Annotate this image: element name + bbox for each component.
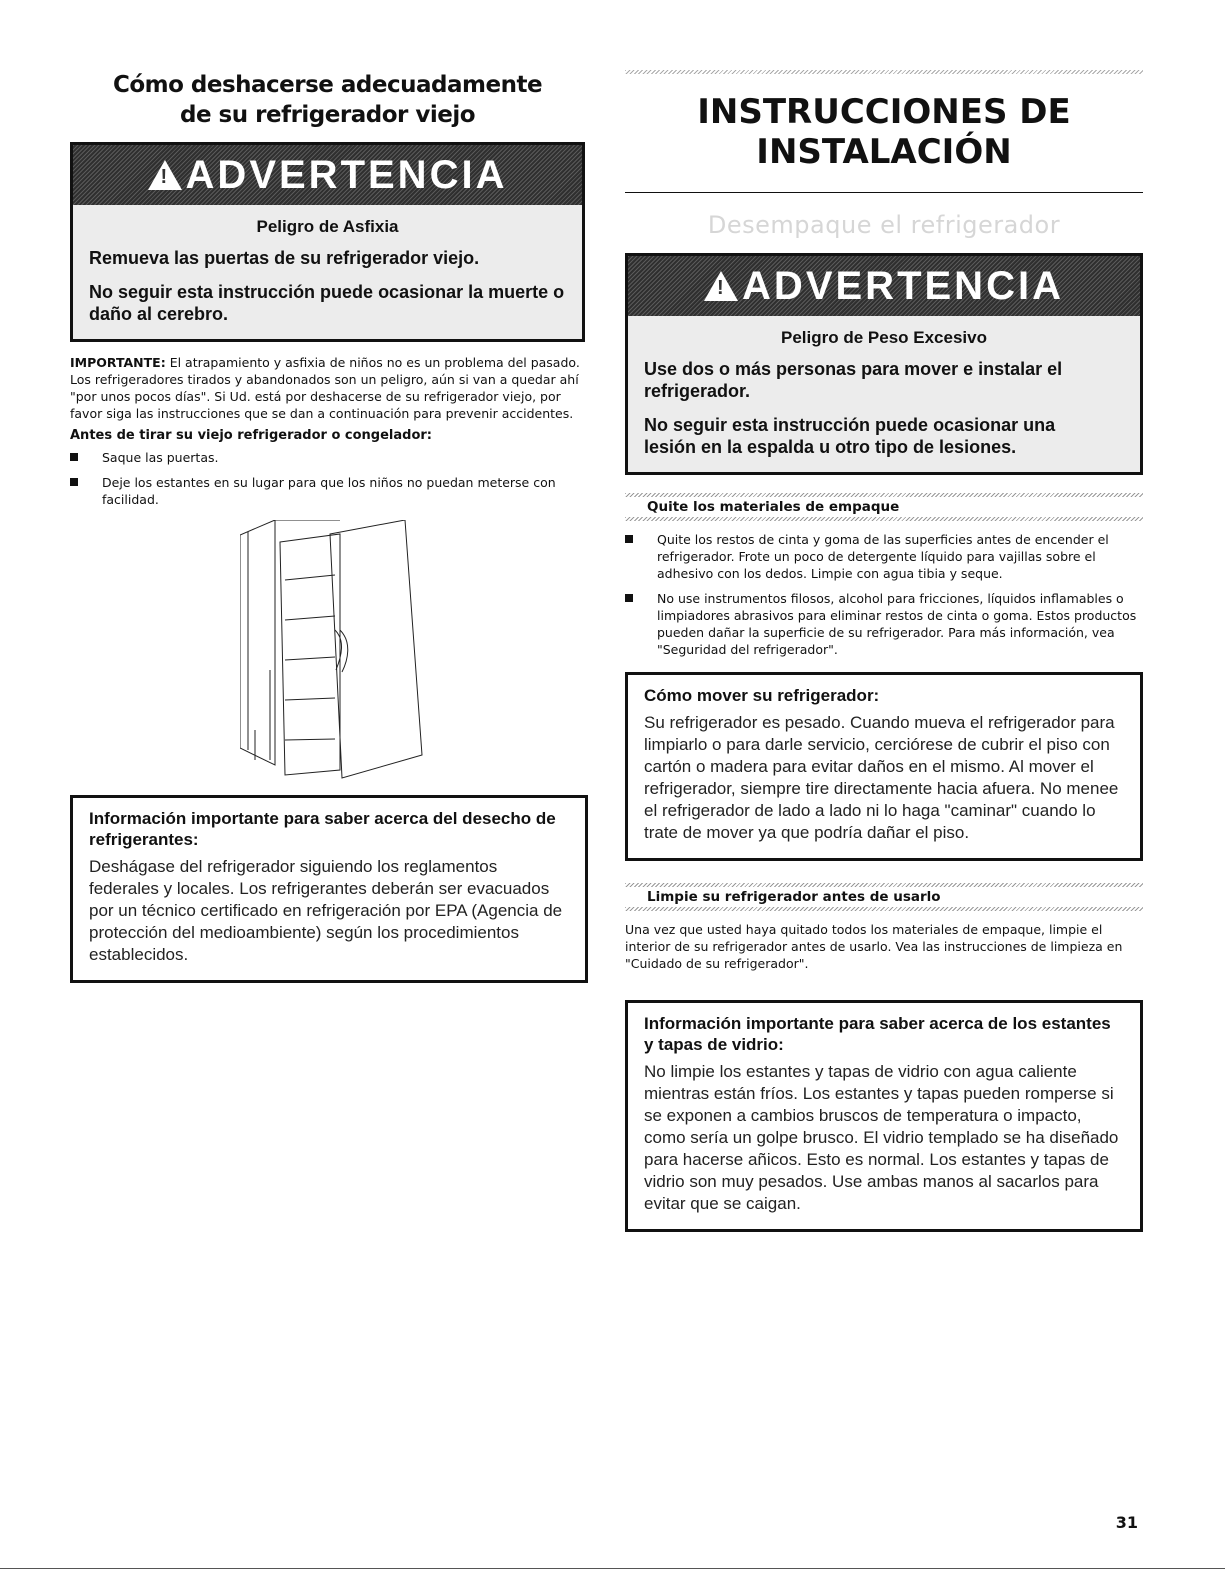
glass-shelves-title: Información importante para saber acerca de los estantes y tapas de vidrio: — [644, 1014, 1111, 1054]
warning-consequence: No seguir esta instrucción puede ocasionar la muerte o daño al cerebro. — [89, 282, 565, 324]
hazard-title: Peligro de Asfixia — [256, 217, 399, 236]
disposal-bullets — [70, 449, 585, 508]
glass-shelves-text: No limpie los estantes y tapas de vidrio con agua caliente mientras están fríos. Los estantes y tapas pueden romperse si se exponen a cambios bruscos de temperatura o impacto, como sería un golpe brusco. El vidrio templado se ha diseñado para hacerse añicos. Esto es normal. Los estantes y tapas de vidrio son muy pesados. Use ambas manos al sacarlos para evitar que se caigan. — [644, 1062, 1119, 1213]
warning-banner-text: ADVERTENCIA — [742, 263, 1064, 308]
warning-body — [73, 205, 582, 339]
refrigerant-info-title: Información importante para saber acerca del desecho de refrigerantes: — [89, 809, 556, 849]
remove-packaging-heading-text: Quite los materiales de empaque — [647, 499, 900, 515]
warning-instruction: Remueva las puertas de su refrigerador viejo. — [89, 248, 480, 268]
installation-title — [625, 92, 1143, 172]
bottom-rule — [0, 1568, 1225, 1569]
list-item: Deje los estantes en su lugar para que los niños no puedan meterse con facilidad. — [70, 474, 585, 508]
remove-packaging-heading — [625, 493, 1143, 521]
refrigerator-drawing — [240, 520, 430, 785]
left-column — [70, 70, 585, 964]
moving-info-box — [625, 672, 1143, 861]
list-item: No use instrumentos filosos, alcohol para fricciones, líquidos inflamables o limpiadores abrasivos para eliminar restos de cinta o goma. Estos productos pueden dañar la superficie de su refrigerador. Para más información, vea "Seguridad del refrigerador". — [625, 590, 1143, 658]
disposal-title-line1: Cómo deshacerse adecuadamente — [112, 72, 543, 98]
suffocation-warning-box — [70, 142, 585, 342]
moving-info-title: Cómo mover su refrigerador: — [644, 686, 880, 705]
important-label: IMPORTANTE: — [70, 355, 166, 370]
refrigerant-info-text: Deshágase del refrigerador siguiendo los reglamentos federales y locales. Los refrigerantes deberán ser evacuados por un técnico certificado en refrigeración por EPA (Agencia de protección del medioambiente) según los procedimientos establecidos. — [89, 857, 563, 964]
warning-banner — [73, 145, 582, 205]
refrigerant-info-box — [70, 795, 588, 983]
unpack-section-title: Desempaque el refrigerador — [707, 211, 1061, 239]
moving-info-text: Su refrigerador es pesado. Cuando mueva el refrigerador para limpiarlo o para darle servicio, cerciórese de cubrir el piso con cartón o madera para evitar daños en el mismo. Al mover el refrigerador, siempre tire directamente hacia afuera. No menee el refrigerador de lado a lado ni lo haga "caminar" cuando lo trate de mover ya que podría dañar el piso. — [644, 713, 1119, 842]
important-paragraph — [70, 354, 585, 422]
warning-consequence: No seguir esta instrucción puede ocasionar una lesión en la espalda u otro tipo de lesiones. — [644, 415, 1056, 457]
remove-packaging-bullets — [625, 531, 1143, 658]
warning-triangle-icon — [704, 271, 738, 301]
warning-triangle-icon — [148, 160, 182, 190]
page-number: 31 — [1115, 1513, 1138, 1532]
disposal-title — [70, 70, 585, 130]
right-column — [625, 70, 1143, 1232]
hazard-title: Peligro de Peso Excesivo — [781, 328, 987, 347]
warning-banner — [628, 256, 1140, 316]
glass-shelves-info-box — [625, 1000, 1143, 1232]
clean-heading-text: Limpie su refrigerador antes de usarlo — [647, 889, 941, 905]
refrigerator-illustration — [240, 520, 430, 789]
list-item: Quite los restos de cinta y goma de las superficies antes de encender el refrigerador. Frote un poco de detergente líquido para vajillas sobre el adhesivo con los dedos. Limpie con agua tibia y seque. — [625, 531, 1143, 582]
before-disposal-heading: Antes de tirar su viejo refrigerador o congelador: — [70, 428, 433, 443]
list-item: Saque las puertas. — [70, 449, 585, 466]
disposal-title-line2: de su refrigerador viejo — [179, 102, 476, 128]
installation-title-line1: INSTRUCCIONES DE — [697, 92, 1071, 132]
clean-paragraph: Una vez que usted haya quitado todos los materiales de empaque, limpie el interior de su refrigerador antes de usarlo. Vea las instrucciones de limpieza en "Cuidado de su refrigerador". — [625, 922, 1123, 971]
title-divider — [625, 192, 1143, 193]
warning-banner-text: ADVERTENCIA — [185, 152, 508, 197]
installation-title-line2: INSTALACIÓN — [756, 132, 1012, 172]
important-text: El atrapamiento y asfixia de niños no es un problema del pasado. Los refrigeradores tirados y abandonados son un peligro, aún si van a quedar ahí "por unos pocos días". Si Ud. está por deshacerse de su refrigerador viejo, por favor siga las instrucciones que se dan a continuación para prevenir accidentes. — [70, 355, 580, 421]
warning-body — [628, 316, 1140, 472]
top-rule — [625, 70, 1143, 74]
excess-weight-warning-box — [625, 253, 1143, 475]
clean-heading — [625, 883, 1143, 911]
warning-instruction: Use dos o más personas para mover e instalar el refrigerador. — [644, 359, 1063, 401]
